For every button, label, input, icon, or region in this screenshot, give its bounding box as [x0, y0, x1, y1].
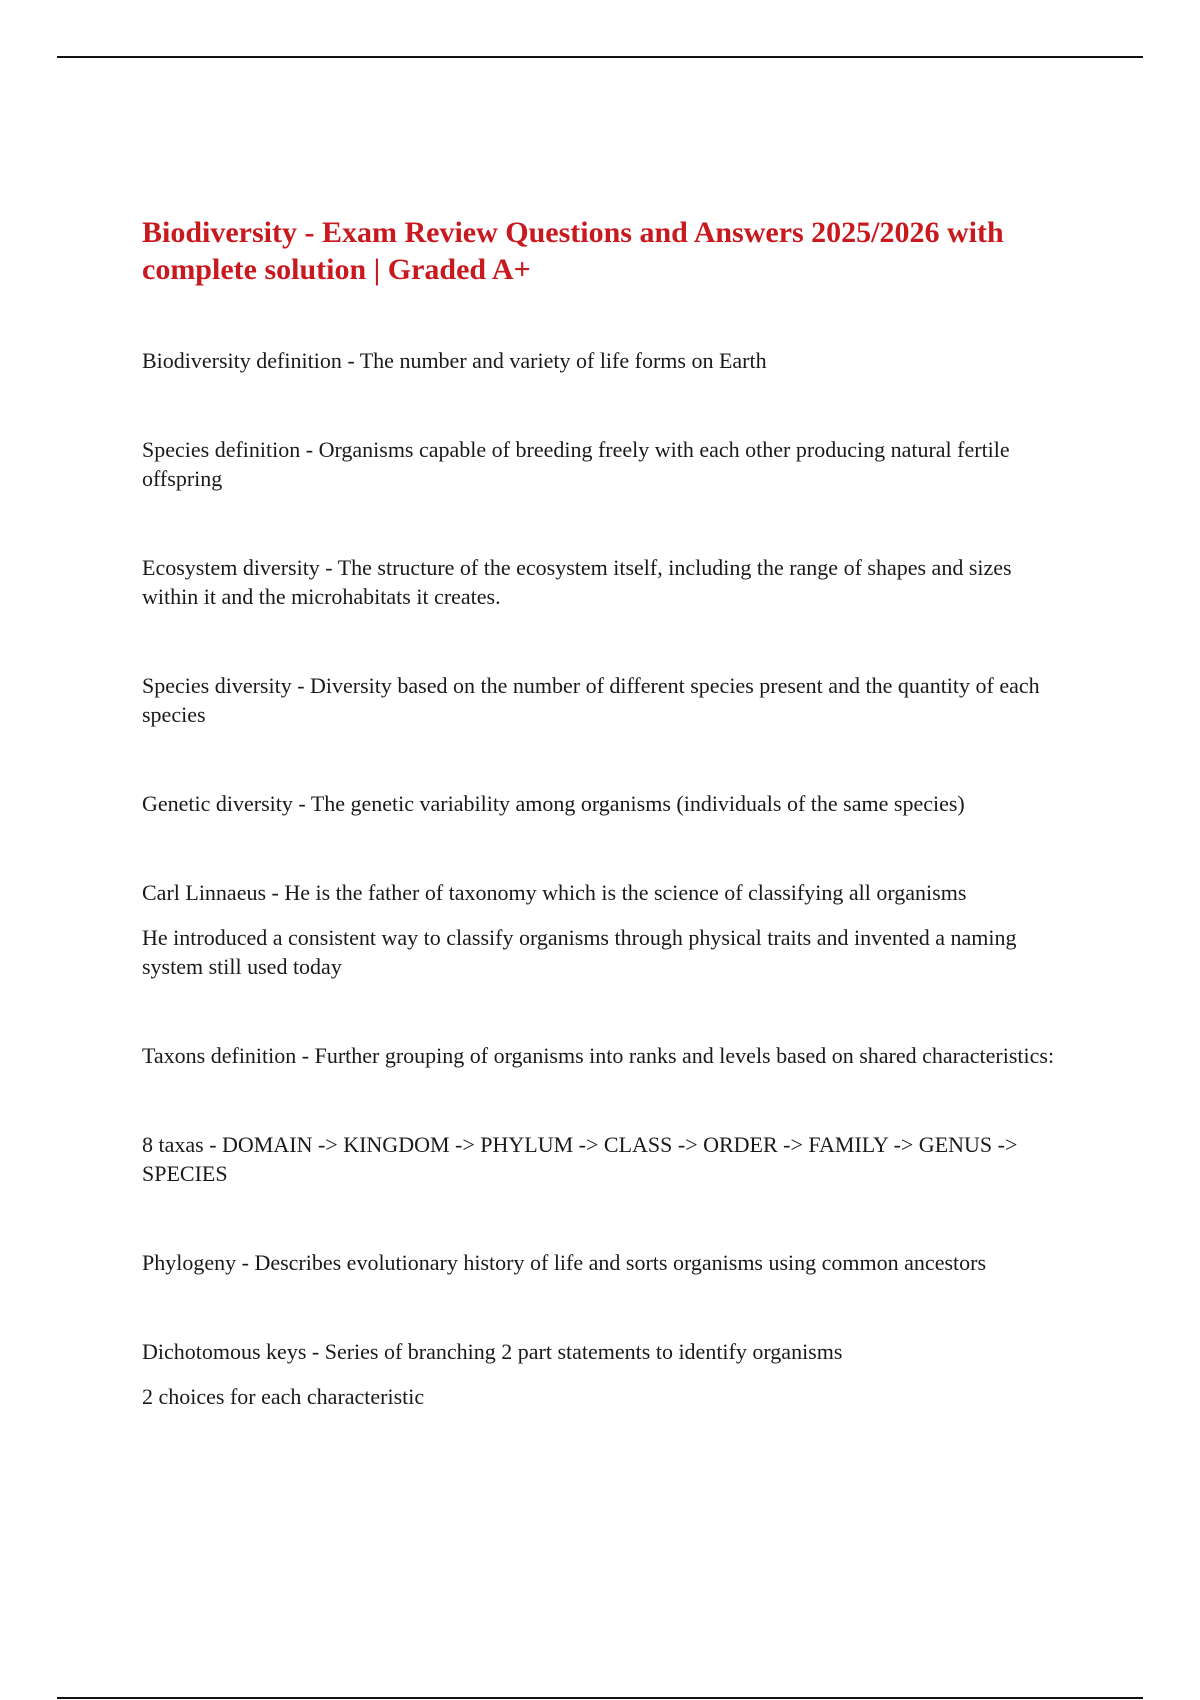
entry-carl-linnaeus [142, 878, 1072, 981]
entry-biodiversity-definition [142, 346, 1072, 375]
bottom-rule [57, 1697, 1143, 1699]
document-title: Biodiversity - Exam Review Questions and Answers 2025/2026 with complete solution | Graded A+ [142, 216, 1004, 286]
entry-extra-text: He introduced a consistent way to classify organisms through physical traits and invented a naming system still used today [142, 925, 1017, 979]
entry-text: Phylogeny - Describes evolutionary history of life and sorts organisms using common ancestors [142, 1250, 987, 1275]
entry-extra-text: 2 choices for each characteristic [142, 1384, 425, 1409]
entry-text: Dichotomous keys - Series of branching 2 part statements to identify organisms [142, 1339, 843, 1364]
entry-species-diversity [142, 671, 1072, 729]
entry-ecosystem-diversity [142, 553, 1072, 611]
document-body [142, 214, 1072, 1471]
entry-text: Genetic diversity - The genetic variability among organisms (individuals of the same species) [142, 791, 965, 816]
entry-text: Ecosystem diversity - The structure of the ecosystem itself, including the range of shapes and sizes within it and the microhabitats it creates. [142, 555, 1012, 609]
entry-taxons-definition [142, 1041, 1072, 1070]
entry-text: Taxons definition - Further grouping of organisms into ranks and levels based on shared characteristics: [142, 1043, 1055, 1068]
entry-text: Species definition - Organisms capable of breeding freely with each other producing natural fertile offspring [142, 437, 1010, 491]
entry-8-taxas [142, 1130, 1072, 1188]
entry-list [142, 346, 1072, 1411]
entry-genetic-diversity [142, 789, 1072, 818]
entry-dichotomous-keys [142, 1337, 1072, 1411]
entry-text: 8 taxas - DOMAIN -> KINGDOM -> PHYLUM -> CLASS -> ORDER -> FAMILY -> GENUS -> SPECIES [142, 1132, 1018, 1186]
entry-text: Species diversity - Diversity based on the number of different species present and the quantity of each species [142, 673, 1040, 727]
top-rule [57, 56, 1143, 58]
entry-phylogeny [142, 1248, 1072, 1277]
entry-text: Biodiversity definition - The number and variety of life forms on Earth [142, 348, 767, 373]
entry-species-definition [142, 435, 1072, 493]
entry-text: Carl Linnaeus - He is the father of taxonomy which is the science of classifying all organisms [142, 880, 967, 905]
